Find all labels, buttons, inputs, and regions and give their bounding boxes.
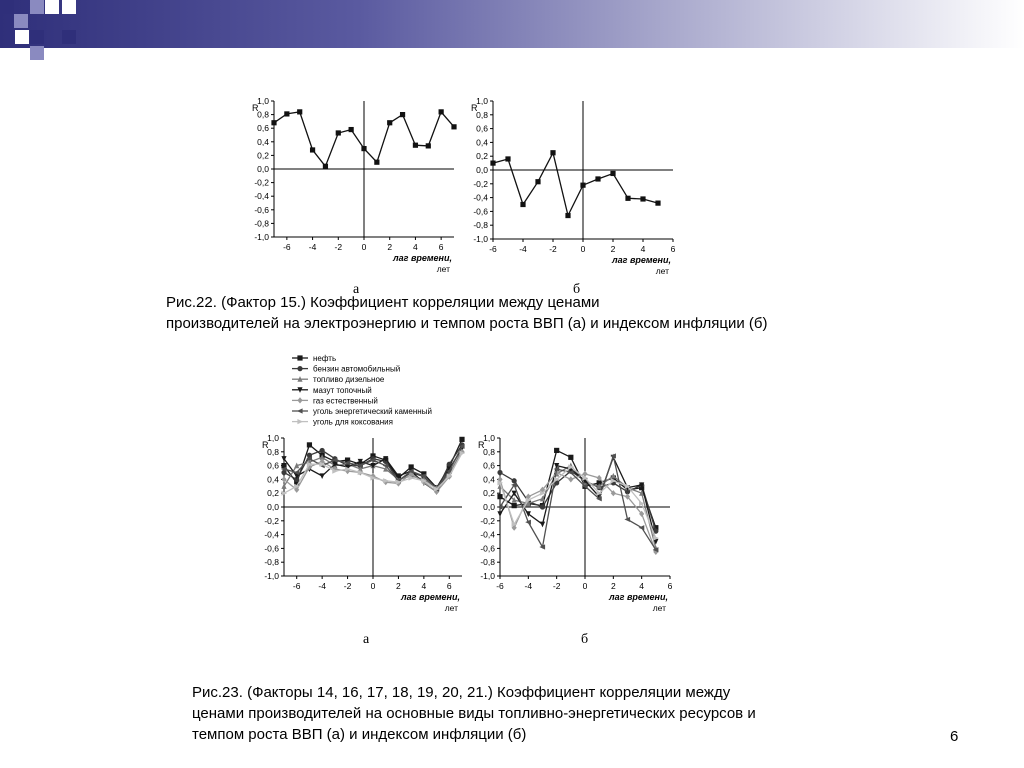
y-tick-label: -1,0 xyxy=(480,571,495,581)
legend-marker xyxy=(297,397,302,403)
data-point xyxy=(413,143,418,148)
y-tick-label: -1,0 xyxy=(473,234,488,244)
data-point xyxy=(640,196,645,201)
data-point xyxy=(297,109,302,114)
x-tick-label: 0 xyxy=(580,244,586,254)
fig22-panel-a-label: а xyxy=(353,282,360,297)
fig23-panel-b-label: б xyxy=(581,632,589,647)
y-tick-label: -0,6 xyxy=(264,543,279,554)
x-tick-label: 2 xyxy=(396,581,401,591)
series-line-3 xyxy=(500,457,656,541)
chart-fig23b xyxy=(470,432,695,617)
y-tick-label: 0,4 xyxy=(267,474,279,485)
x-tick-label: -2 xyxy=(334,242,343,252)
y-tick-label: 0,6 xyxy=(267,460,279,471)
y-tick-label: -0,6 xyxy=(254,204,269,215)
x-tick-label: 4 xyxy=(640,244,646,254)
y-tick-label: -0,2 xyxy=(473,178,488,189)
chart-fig23a xyxy=(248,432,473,617)
x-tick-label: -6 xyxy=(283,242,291,252)
data-point xyxy=(568,455,573,460)
data-point xyxy=(610,171,615,176)
data-point xyxy=(387,120,392,125)
y-tick-label: -1,0 xyxy=(254,232,269,242)
y-tick-label: -0,6 xyxy=(480,543,495,554)
legend-marker xyxy=(297,408,303,413)
y-tick-label: -0,2 xyxy=(480,515,495,526)
x-axis-label: лаг времени, xyxy=(609,592,668,602)
legend-label: мазут топочный xyxy=(313,385,372,395)
x-tick-label: -4 xyxy=(308,242,317,252)
x-axis-label: лаг времени, xyxy=(393,253,452,263)
x-axis-label: лаг времени, xyxy=(401,592,460,602)
x-tick-label: 6 xyxy=(446,581,452,591)
y-tick-label: 0,0 xyxy=(267,502,279,512)
data-point xyxy=(310,147,315,152)
legend-label: бензин автомобильный xyxy=(313,364,401,374)
x-tick-label: -4 xyxy=(318,581,326,591)
chart-fig22b xyxy=(463,95,685,275)
x-tick-label: 0 xyxy=(361,242,367,252)
data-point xyxy=(535,179,540,184)
x-tick-label: 6 xyxy=(667,581,673,591)
data-point xyxy=(361,146,366,151)
x-tick-label: -2 xyxy=(549,244,557,254)
data-point xyxy=(459,437,464,442)
y-tick-label: 1,0 xyxy=(257,96,269,106)
y-tick-label: -0,8 xyxy=(480,557,495,568)
data-point xyxy=(550,150,555,155)
x-axis-unit: лет xyxy=(436,264,450,274)
y-tick-label: -0,8 xyxy=(254,218,269,229)
legend-marker xyxy=(297,366,302,371)
data-point xyxy=(307,442,312,447)
series-line-0 xyxy=(493,153,658,216)
y-tick-label: 0,2 xyxy=(476,151,488,162)
legend-marker xyxy=(297,355,302,360)
x-tick-label: 4 xyxy=(421,581,427,591)
data-point xyxy=(565,213,570,218)
y-tick-label: -0,4 xyxy=(480,529,495,540)
x-tick-label: -4 xyxy=(524,581,533,591)
y-tick-label: 0,8 xyxy=(267,446,279,457)
x-tick-label: -2 xyxy=(552,581,561,591)
data-point xyxy=(284,111,289,116)
x-tick-label: -6 xyxy=(496,581,504,591)
y-axis-label: R xyxy=(252,103,259,113)
x-tick-label: 2 xyxy=(610,244,616,254)
data-point xyxy=(336,130,341,135)
data-point xyxy=(497,470,502,475)
x-tick-label: 2 xyxy=(610,581,616,591)
data-point xyxy=(505,156,510,161)
x-tick-label: 0 xyxy=(370,581,376,591)
fig22-caption xyxy=(166,292,767,334)
x-tick-label: 6 xyxy=(670,244,676,254)
x-axis-unit: лет xyxy=(444,603,458,613)
y-tick-label: 0,0 xyxy=(483,502,495,512)
legend-label: уголь для коксования xyxy=(313,417,393,427)
x-tick-label: 4 xyxy=(413,242,418,252)
x-tick-label: -2 xyxy=(343,581,352,591)
data-point xyxy=(374,160,379,165)
y-tick-label: -1,0 xyxy=(264,571,279,581)
data-point xyxy=(320,473,325,479)
y-tick-label: 0,6 xyxy=(483,460,495,471)
y-tick-label: 0,4 xyxy=(476,137,488,148)
y-tick-label: -0,8 xyxy=(473,220,488,231)
x-tick-label: 2 xyxy=(387,242,393,252)
x-tick-label: -6 xyxy=(489,244,497,254)
data-point xyxy=(554,448,559,453)
y-tick-label: -0,4 xyxy=(264,529,279,540)
y-tick-label: 0,0 xyxy=(257,164,269,174)
y-tick-label: -0,2 xyxy=(254,177,269,188)
y-tick-label: 0,6 xyxy=(476,123,488,134)
fig23-caption xyxy=(192,682,756,745)
fig23-panel-a-label: а xyxy=(363,632,370,647)
y-tick-label: -0,8 xyxy=(264,557,279,568)
x-axis-label: лаг времени, xyxy=(612,255,671,265)
data-point xyxy=(540,504,545,509)
legend-label: газ естественный xyxy=(313,396,378,406)
y-tick-label: -0,4 xyxy=(254,191,269,202)
y-axis-label: R xyxy=(262,440,269,450)
data-point xyxy=(349,127,354,132)
data-point xyxy=(655,201,660,206)
legend-label: уголь энергетический каменный xyxy=(313,407,432,416)
page-number: 6 xyxy=(950,728,959,745)
fig23-caption-line1: Рис.23. (Факторы 14, 16, 17, 18, 19, 20, 21.) Коэффициент корреляции между xyxy=(192,684,731,701)
y-tick-label: 0,8 xyxy=(257,109,269,120)
y-tick-label: -0,6 xyxy=(473,206,488,217)
legend-label: топливо дизельное xyxy=(313,375,385,385)
y-axis-label: R xyxy=(471,103,478,113)
data-point xyxy=(540,522,545,528)
x-tick-label: -6 xyxy=(292,581,301,591)
x-axis-unit: лет xyxy=(652,603,666,613)
data-point xyxy=(400,112,405,117)
data-point xyxy=(595,176,600,181)
legend-label: нефть xyxy=(313,354,337,363)
data-point xyxy=(490,161,495,166)
y-tick-label: 0,6 xyxy=(257,123,269,134)
y-tick-label: 0,2 xyxy=(483,488,495,499)
data-point xyxy=(426,143,431,148)
data-point xyxy=(439,109,444,114)
x-tick-label: 4 xyxy=(639,581,645,591)
data-point xyxy=(568,476,573,482)
fig23-legend xyxy=(290,352,490,432)
slide-header-bar xyxy=(0,0,1024,48)
x-axis-unit: лет xyxy=(655,266,669,276)
data-point xyxy=(497,511,502,517)
series-line-4 xyxy=(500,473,656,552)
data-point xyxy=(625,196,630,201)
legend-marker xyxy=(297,419,303,424)
y-tick-label: 0,8 xyxy=(483,446,495,457)
data-point xyxy=(512,478,517,483)
y-tick-label: 0,4 xyxy=(257,136,269,147)
chart-fig22a xyxy=(238,95,460,275)
data-point xyxy=(271,120,276,125)
fig22-panel-b-label: б xyxy=(573,282,581,297)
x-tick-label: -4 xyxy=(519,244,527,254)
y-tick-label: 0,2 xyxy=(267,488,279,499)
y-tick-label: 1,0 xyxy=(267,433,279,443)
y-tick-label: 1,0 xyxy=(483,433,495,443)
y-tick-label: 0,4 xyxy=(483,474,495,485)
data-point xyxy=(520,202,525,207)
data-point xyxy=(497,494,502,499)
y-tick-label: 0,8 xyxy=(476,109,488,120)
data-point xyxy=(580,183,585,188)
y-axis-label: R xyxy=(478,440,485,450)
decorative-squares xyxy=(0,0,90,70)
data-point xyxy=(512,503,517,508)
y-tick-label: 0,2 xyxy=(257,150,269,161)
x-tick-label: 0 xyxy=(582,581,588,591)
fig22-caption-line2: производителей на электроэнергию и темпом роста ВВП (а) и индексом инфляции (б) xyxy=(166,315,768,332)
fig23-caption-line3: темпом роста ВВП (а) и индексом инфляции (б) xyxy=(192,726,527,743)
fig22-caption-line1: Рис.22. (Фактор 15.) Коэффициент корреляции между ценами xyxy=(166,294,600,311)
y-tick-label: 1,0 xyxy=(476,96,488,106)
data-point xyxy=(451,124,456,129)
y-tick-label: -0,4 xyxy=(473,192,488,203)
y-tick-label: 0,0 xyxy=(476,165,488,175)
fig23-caption-line2: ценами производителей на основные виды топливно-энергетических ресурсов и xyxy=(192,705,756,722)
data-point xyxy=(323,164,328,169)
x-tick-label: 6 xyxy=(438,242,444,252)
y-tick-label: -0,2 xyxy=(264,515,279,526)
data-point xyxy=(320,448,325,453)
